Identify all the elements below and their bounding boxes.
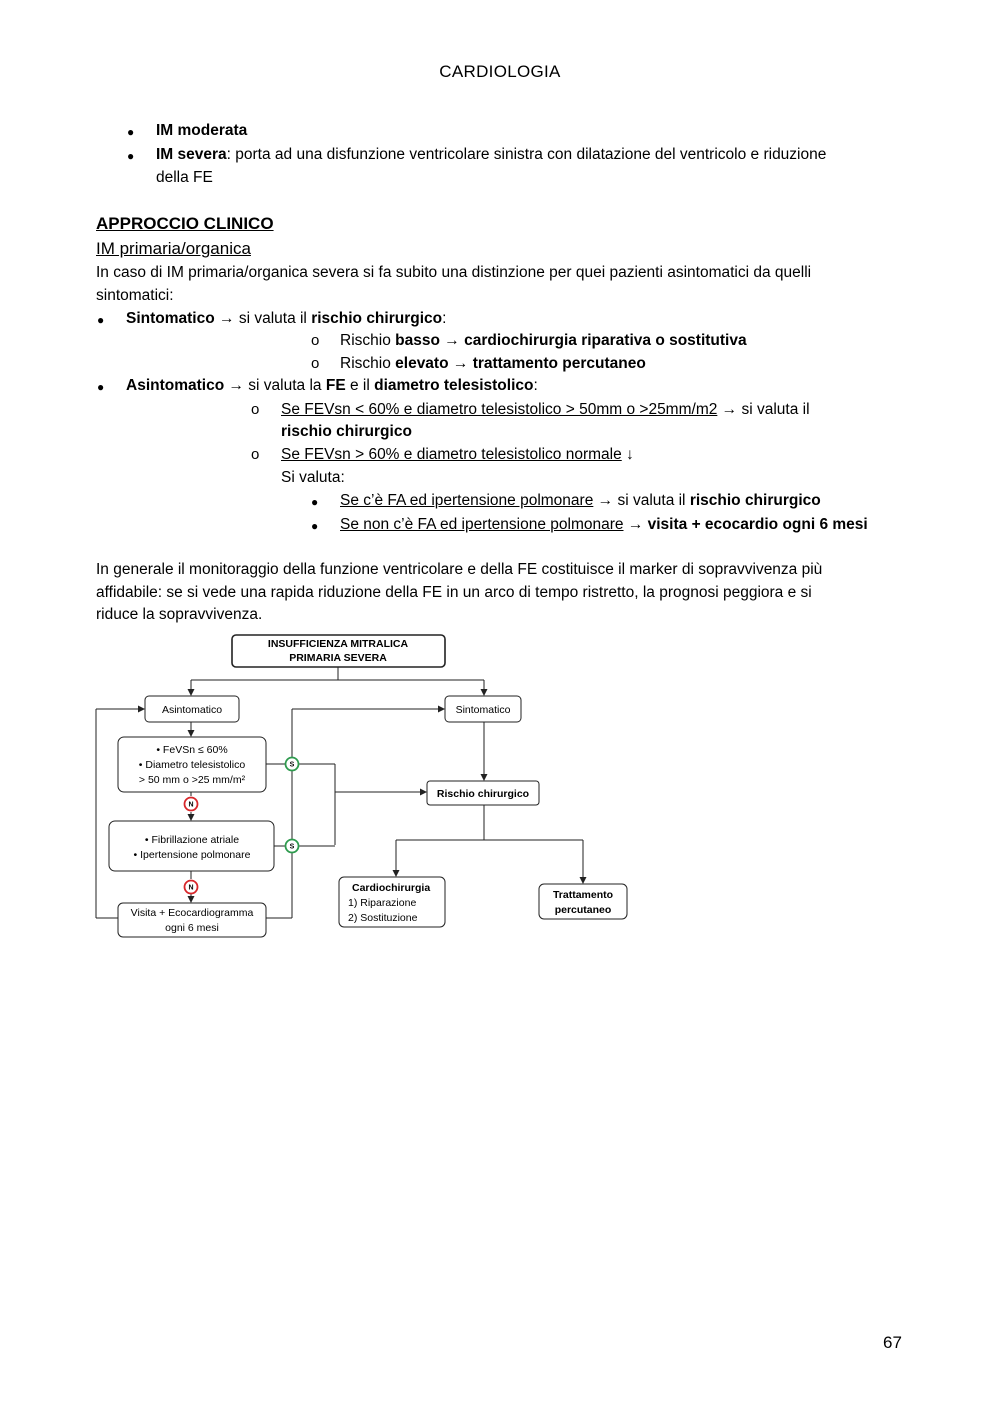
svg-text:• Ipertensione polmonare: • Ipertensione polmonare [133, 849, 251, 861]
svg-text:N: N [188, 884, 194, 892]
circle-bullet-icon: o [311, 355, 320, 372]
sub-list-text: Si valuta: [281, 469, 345, 486]
arrow-right-icon: → [444, 332, 460, 349]
section-subtitle: IM primaria/organica [96, 239, 251, 258]
svg-text:Cardiochirurgia: Cardiochirurgia [352, 882, 431, 894]
flowchart [90, 630, 650, 945]
svg-text:Visita + Ecocardiogramma: Visita + Ecocardiogramma [130, 907, 254, 919]
arrow-right-icon: → [219, 310, 235, 327]
paragraph: affidabile: se si vede una rapida riduzione della FE in un arco di tempo ristretto, la prognosi peggiora e si [96, 584, 812, 601]
list-item-asintomatico: Asintomatico → si valuta la FE e il diametro telesistolico: [126, 377, 538, 394]
sub-list-item: Se FEVsn < 60% e diametro telesistolico > 50mm o >25mm/m2 → si valuta il [281, 401, 810, 418]
svg-text:S: S [289, 843, 295, 851]
list-item-sintomatico: Sintomatico → si valuta il rischio chirurgico: [126, 310, 447, 327]
list-item: IM moderata [156, 122, 248, 139]
sub-list-item-continuation: rischio chirurgico [281, 423, 412, 440]
svg-text:• Fibrillazione atriale: • Fibrillazione atriale [144, 834, 240, 846]
svg-text:percutaneo: percutaneo [554, 904, 612, 916]
bullet-icon: ● [311, 519, 319, 533]
svg-text:• FeVSn ≤ 60%: • FeVSn ≤ 60% [156, 744, 228, 756]
svg-text:ogni 6 mesi: ogni 6 mesi [165, 922, 219, 934]
list-item: IM severa: porta ad una disfunzione ventricolare sinistra con dilatazione del ventricolo e riduzione [156, 146, 827, 163]
arrow-right-icon: → [228, 377, 244, 394]
sub-sub-list-item: Se non c’è FA ed ipertensione polmonare → visita + ecocardio ogni 6 mesi [340, 516, 868, 533]
circle-bullet-icon: o [311, 332, 320, 349]
sub-sub-list-item: Se c’è FA ed ipertensione polmonare → si valuta il rischio chirurgico [340, 492, 821, 509]
paragraph: riduce la sopravvivenza. [96, 606, 263, 623]
svg-text:1) Riparazione: 1) Riparazione [348, 897, 417, 909]
arrow-right-icon: → [721, 401, 738, 418]
paragraph: In caso di IM primaria/organica severa si fa subito una distinzione per quei pazienti asintomatici da quelli [96, 264, 812, 281]
paragraph: sintomatici: [96, 287, 174, 304]
circle-bullet-icon: o [251, 401, 260, 418]
sub-list-item: Se FEVsn > 60% e diametro telesistolico normale ↓ [281, 446, 634, 463]
svg-text:2) Sostituzione: 2) Sostituzione [348, 912, 418, 924]
section-title: APPROCCIO CLINICO [96, 214, 274, 233]
page-header: CARDIOLOGIA [439, 62, 561, 81]
svg-text:Trattamento: Trattamento [552, 889, 614, 901]
sub-list-item: Rischio elevato → trattamento percutaneo [340, 355, 646, 372]
svg-text:PRIMARIA SEVERA: PRIMARIA SEVERA [289, 652, 387, 664]
svg-text:• Diametro telesistolico: • Diametro telesistolico [138, 759, 246, 771]
svg-text:> 50 mm o >25 mm/m²: > 50 mm o >25 mm/m² [138, 774, 246, 786]
flow-node-fa [109, 821, 274, 871]
svg-text:INSUFFICIENZA MITRALICA: INSUFFICIENZA MITRALICA [267, 638, 409, 650]
list-item-continuation: della FE [156, 169, 213, 186]
bullet-icon: ● [127, 149, 135, 163]
arrow-down-icon: ↓ [621, 446, 634, 463]
bullet-icon: ● [97, 380, 105, 394]
bullet-icon: ● [127, 125, 135, 139]
sub-list-item: Rischio basso → cardiochirurgia riparativa o sostitutiva [340, 332, 747, 349]
svg-text:S: S [289, 761, 295, 769]
circle-bullet-icon: o [251, 446, 260, 463]
bullet-icon: ● [97, 313, 105, 327]
arrow-right-icon: → [597, 492, 614, 509]
svg-text:Rischio chirurgico: Rischio chirurgico [436, 788, 530, 800]
arrow-right-icon: → [452, 355, 469, 372]
page-number: 67 [883, 1333, 902, 1352]
svg-text:Sintomatico: Sintomatico [455, 704, 511, 716]
paragraph: In generale il monitoraggio della funzione ventricolare e della FE costituisce il marker di sopravvivenza più [96, 561, 823, 578]
svg-text:Asintomatico: Asintomatico [161, 704, 223, 716]
bullet-icon: ● [311, 495, 319, 509]
arrow-right-icon: → [627, 516, 644, 533]
svg-text:N: N [188, 801, 194, 809]
